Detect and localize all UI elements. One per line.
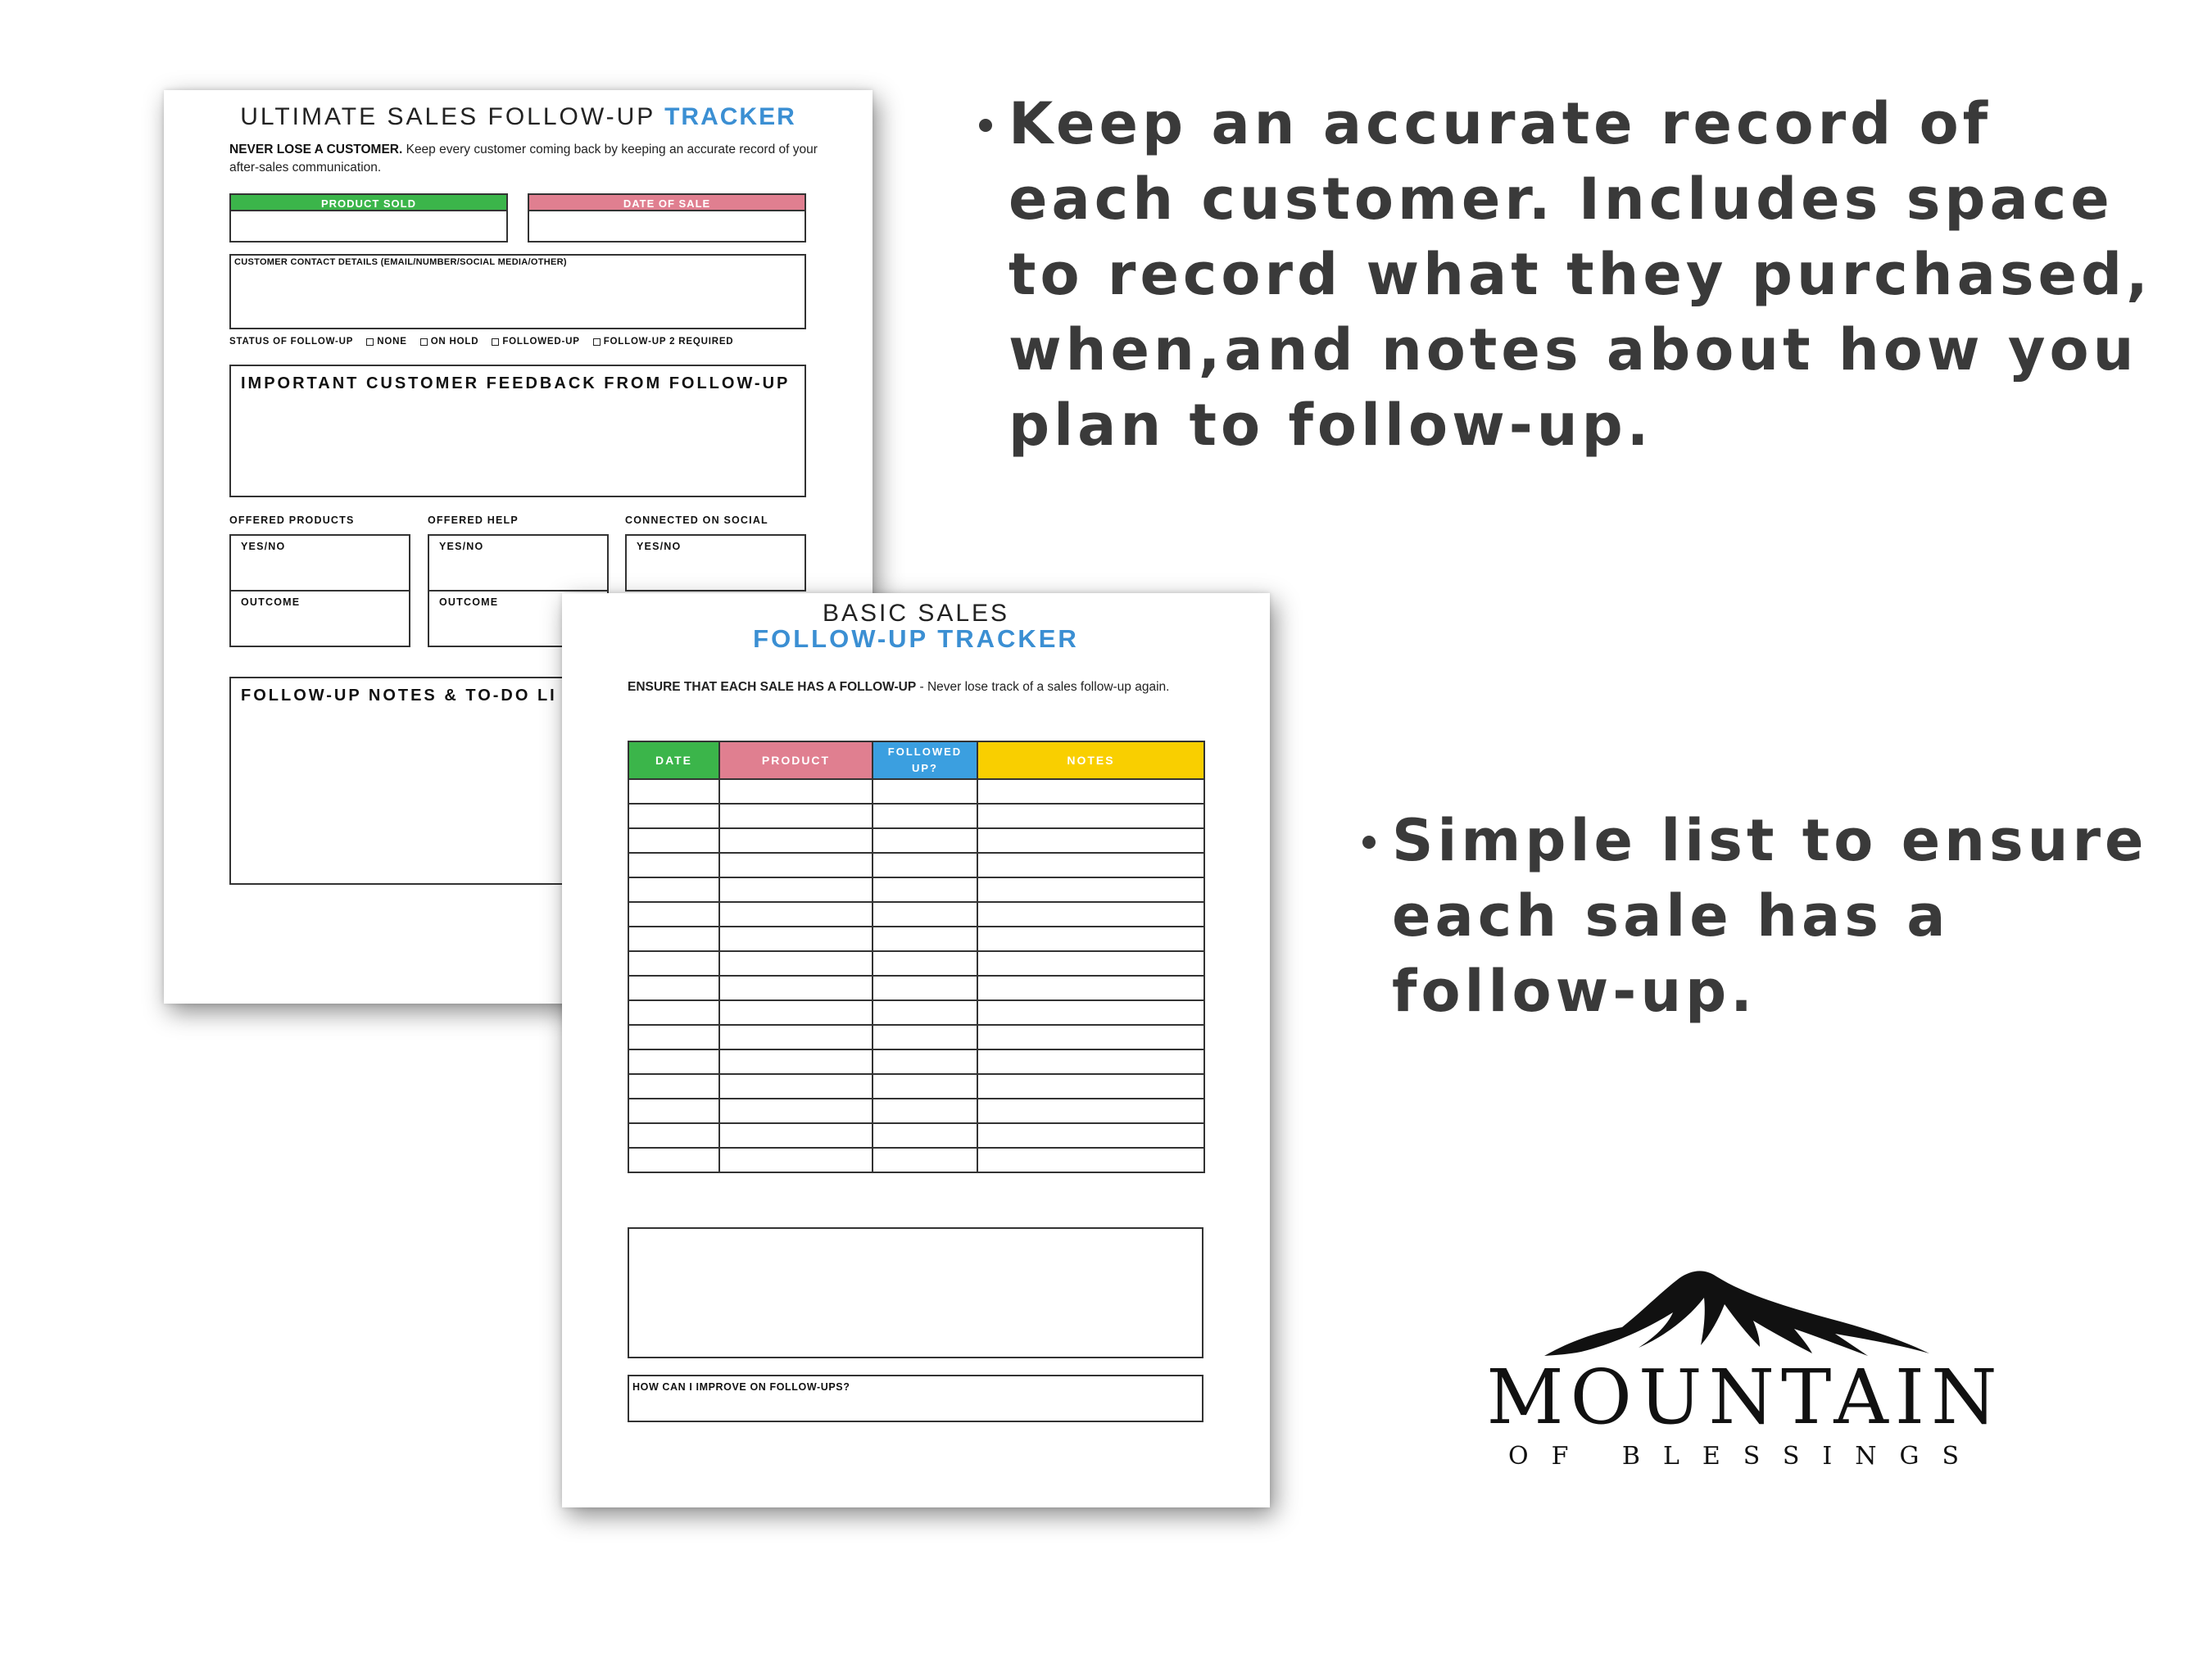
connected-social-label: CONNECTED ON SOCIAL <box>625 514 768 526</box>
table-row <box>628 1000 1204 1025</box>
table-cell[interactable] <box>719 1000 873 1025</box>
table-cell[interactable] <box>719 804 873 828</box>
contact-details-label: CUSTOMER CONTACT DETAILS (EMAIL/NUMBER/SOCIAL MEDIA/OTHER) <box>234 257 567 267</box>
table-cell[interactable] <box>873 1123 977 1148</box>
offered-products-label: OFFERED PRODUCTS <box>229 514 355 526</box>
table-cell[interactable] <box>628 1123 719 1148</box>
table-cell[interactable] <box>628 902 719 927</box>
table-cell[interactable] <box>628 1000 719 1025</box>
table-cell[interactable] <box>873 779 977 804</box>
table-cell[interactable] <box>873 976 977 1000</box>
product-sold-header: PRODUCT SOLD <box>229 193 508 211</box>
basic-notes-box[interactable] <box>628 1227 1203 1358</box>
table-cell[interactable] <box>873 1148 977 1172</box>
table-row <box>628 927 1204 951</box>
table-cell[interactable] <box>873 1074 977 1099</box>
status-label: STATUS OF FOLLOW-UP <box>229 337 354 347</box>
basic-intro-rest: - Never lose track of a sales follow-up again. <box>916 680 1170 694</box>
table-cell[interactable] <box>719 951 873 976</box>
mountain-icon <box>1458 1262 2032 1360</box>
offered-products-outcome[interactable]: OUTCOME <box>229 590 410 647</box>
table-cell[interactable] <box>628 828 719 853</box>
checkbox-icon[interactable] <box>492 338 499 346</box>
offered-help-yes-no[interactable]: YES/NO <box>428 534 609 592</box>
status-row <box>229 337 819 347</box>
table-cell[interactable] <box>977 1025 1204 1049</box>
basic-tracker-sheet <box>562 593 1270 1507</box>
table-body <box>628 779 1204 1172</box>
status-option-followed-up[interactable]: FOLLOWED-UP <box>492 337 579 347</box>
table-row <box>628 1123 1204 1148</box>
table-cell[interactable] <box>873 1000 977 1025</box>
ultimate-intro-rest: Keep every customer coming back by keeping an accurate record of your after-sales communication. <box>229 143 818 175</box>
table-row <box>628 779 1204 804</box>
table-cell[interactable] <box>977 828 1204 853</box>
improve-label: HOW CAN I IMPROVE ON FOLLOW-UPS? <box>632 1381 850 1393</box>
brand-logo <box>1458 1262 2032 1475</box>
offered-help-label: OFFERED HELP <box>428 514 519 526</box>
header-notes: NOTES <box>977 741 1204 779</box>
table-cell[interactable] <box>873 804 977 828</box>
table-cell[interactable] <box>873 951 977 976</box>
date-of-sale-header: DATE OF SALE <box>528 193 806 211</box>
offered-help-outcome[interactable]: OUTCOME <box>428 590 609 647</box>
table-cell[interactable] <box>977 951 1204 976</box>
table-cell[interactable] <box>873 1025 977 1049</box>
table-cell[interactable] <box>719 1025 873 1049</box>
basic-intro-bold: ENSURE THAT EACH SALE HAS A FOLLOW-UP <box>628 680 917 694</box>
table-row <box>628 828 1204 853</box>
table-cell[interactable] <box>977 927 1204 951</box>
bullet-simple-list <box>1362 803 2182 1029</box>
table-row <box>628 1049 1204 1074</box>
status-option-none[interactable]: NONE <box>366 337 406 347</box>
follow-up-table <box>628 741 1205 1173</box>
header-followed-up: FOLLOWED UP? <box>873 741 977 779</box>
feedback-label: IMPORTANT CUSTOMER FEEDBACK FROM FOLLOW-UP <box>241 374 791 392</box>
contact-details-field[interactable] <box>229 254 806 329</box>
table-cell[interactable] <box>628 1074 719 1099</box>
table-cell[interactable] <box>873 1049 977 1074</box>
table-cell[interactable] <box>977 1000 1204 1025</box>
table-cell[interactable] <box>977 877 1204 902</box>
table-cell[interactable] <box>628 853 719 877</box>
status-option-on-hold[interactable]: ON HOLD <box>420 337 479 347</box>
table-cell[interactable] <box>873 828 977 853</box>
table-cell[interactable] <box>977 1099 1204 1123</box>
ultimate-title <box>164 103 873 131</box>
table-cell[interactable] <box>977 976 1204 1000</box>
table-cell[interactable] <box>628 1148 719 1172</box>
date-of-sale-field[interactable] <box>528 210 806 243</box>
table-cell[interactable] <box>873 1099 977 1123</box>
table-row <box>628 804 1204 828</box>
table-cell[interactable] <box>628 927 719 951</box>
logo-name: MOUNTAIN <box>1486 1353 2004 1441</box>
table-cell[interactable] <box>977 1049 1204 1074</box>
table-cell[interactable] <box>719 927 873 951</box>
table-row <box>628 951 1204 976</box>
logo-tagline: OF BLESSINGS <box>1507 1442 1982 1471</box>
table-cell[interactable] <box>719 976 873 1000</box>
table-cell[interactable] <box>719 1123 873 1148</box>
table-cell[interactable] <box>719 853 873 877</box>
table-cell[interactable] <box>719 877 873 902</box>
bullet-dot-icon <box>979 119 992 132</box>
table-cell[interactable] <box>719 828 873 853</box>
bullet-record <box>979 86 2183 463</box>
checkbox-icon[interactable] <box>420 338 428 346</box>
table-cell[interactable] <box>628 1099 719 1123</box>
table-cell[interactable] <box>628 976 719 1000</box>
table-row <box>628 976 1204 1000</box>
ultimate-title-accent: TRACKER <box>664 103 796 130</box>
table-cell[interactable] <box>719 902 873 927</box>
improve-field[interactable] <box>628 1375 1203 1422</box>
table-cell[interactable] <box>628 1049 719 1074</box>
table-cell[interactable] <box>628 779 719 804</box>
feedback-field[interactable] <box>229 365 806 497</box>
checkbox-icon[interactable] <box>366 338 374 346</box>
table-cell[interactable] <box>977 779 1204 804</box>
ultimate-intro <box>229 141 819 177</box>
connected-social-yes-no[interactable]: YES/NO <box>625 534 806 592</box>
table-cell[interactable] <box>977 853 1204 877</box>
header-date: DATE <box>628 741 719 779</box>
ultimate-intro-bold: NEVER LOSE A CUSTOMER. <box>229 143 403 156</box>
ultimate-title-main: ULTIMATE SALES FOLLOW-UP <box>240 103 655 130</box>
bullet-dot-icon <box>1362 836 1376 849</box>
table-row <box>628 853 1204 877</box>
table-row <box>628 1074 1204 1099</box>
checkbox-icon[interactable] <box>593 338 601 346</box>
basic-title-line2: FOLLOW-UP TRACKER <box>753 624 1079 653</box>
offered-products-yes-no[interactable]: YES/NO <box>229 534 410 592</box>
table-cell[interactable] <box>628 877 719 902</box>
table-cell[interactable] <box>719 1148 873 1172</box>
bullet-text-2: Simple list to ensure each sale has a follow-up. <box>1392 807 2148 1025</box>
notes-label: FOLLOW-UP NOTES & TO-DO LI <box>241 687 557 705</box>
table-row <box>628 877 1204 902</box>
table-cell[interactable] <box>977 1123 1204 1148</box>
table-cell[interactable] <box>628 1025 719 1049</box>
table-cell[interactable] <box>977 1074 1204 1099</box>
table-row <box>628 902 1204 927</box>
table-row <box>628 1025 1204 1049</box>
table-cell[interactable] <box>719 1049 873 1074</box>
table-cell[interactable] <box>977 1148 1204 1172</box>
bullet-text-1: Keep an accurate record of each customer. Includes space to record what they purchased, when,and notes about how you plan to follow-up. <box>1009 90 2152 459</box>
table-cell[interactable] <box>873 902 977 927</box>
table-cell[interactable] <box>873 877 977 902</box>
table-cell[interactable] <box>873 853 977 877</box>
table-row <box>628 1148 1204 1172</box>
header-product: PRODUCT <box>719 741 873 779</box>
table-cell[interactable] <box>719 1074 873 1099</box>
product-sold-field[interactable] <box>229 210 508 243</box>
table-cell[interactable] <box>873 927 977 951</box>
table-cell[interactable] <box>977 804 1204 828</box>
table-row <box>628 1099 1204 1123</box>
status-option-follow-up-2[interactable]: FOLLOW-UP 2 REQUIRED <box>593 337 734 347</box>
table-cell[interactable] <box>719 779 873 804</box>
basic-title-line1: BASIC SALES <box>822 600 1010 627</box>
table-cell[interactable] <box>719 1099 873 1123</box>
basic-intro <box>628 678 1201 696</box>
table-cell[interactable] <box>977 902 1204 927</box>
table-cell[interactable] <box>628 804 719 828</box>
table-cell[interactable] <box>628 951 719 976</box>
